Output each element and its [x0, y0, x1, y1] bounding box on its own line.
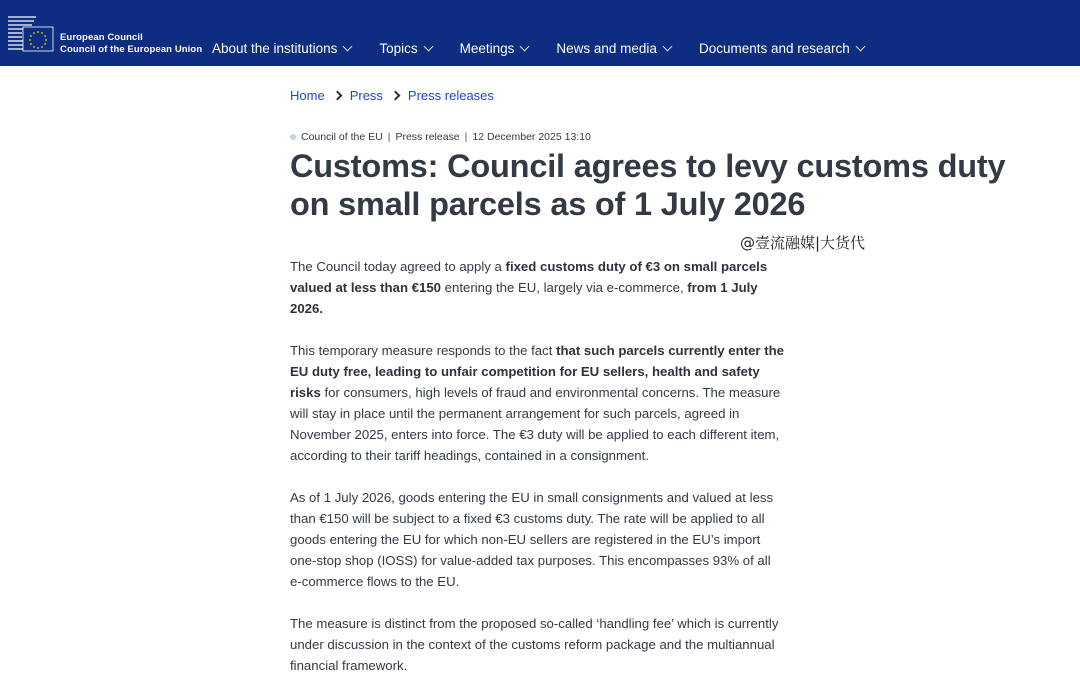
paragraph-3: As of 1 July 2026, goods entering the EU in small consignments and valued at less than €150 will be subject to a fixed €3 customs duty. The rate will be applied to all goods entering the EU for which non-EU sellers are registered in the EU’s import one-stop shop (IOSS) for value-added tax purposes. This encompasses 93% of all e-commerce flows to the EU. [290, 490, 774, 589]
council-dot-icon [290, 134, 296, 140]
breadcrumb [290, 88, 494, 103]
chevron-down-icon [663, 42, 673, 52]
eu-council-logo[interactable] [6, 14, 56, 54]
nav-meetings[interactable] [460, 41, 529, 56]
nav-documents-and-research[interactable] [699, 41, 864, 56]
text: This temporary measure responds to the fact [290, 343, 557, 358]
chevron-down-icon [423, 42, 433, 52]
nav-label: Documents and research [698, 41, 850, 56]
org-line-2: Council of the European Union [60, 44, 203, 55]
organisation-name[interactable] [60, 32, 202, 56]
text: The Council today agreed to apply a [290, 259, 506, 274]
paragraph-1 [290, 256, 784, 319]
chevron-right-icon [332, 91, 342, 101]
bold-text: fixed customs duty of €3 on small parcels valued at less than €150 [290, 259, 768, 295]
watermark: @壹流融媒|大货代 [740, 234, 866, 252]
meta-source: Council of the EU [301, 131, 383, 143]
chevron-down-icon [343, 42, 353, 52]
nav-label: About the institutions [212, 41, 338, 56]
nav-topics[interactable] [379, 41, 431, 56]
meta-separator: | [387, 131, 391, 143]
text: entering the EU, largely via e-commerce, [441, 280, 688, 295]
paragraph-4: The measure is distinct from the proposed so-called ‘handling fee’ which is currently under discussion in the context of the customs reform package and the multiannual financial framework. [290, 616, 779, 673]
page-title: Customs: Council agrees to levy customs duty on small parcels as of 1 July 2026 [290, 148, 1006, 222]
paragraph-2 [290, 340, 784, 466]
bold-text: that such parcels currently enter the EU duty free, leading to unfair competition for EU sellers, health and safety risks [290, 343, 785, 400]
breadcrumb-press-releases[interactable]: Press releases [407, 88, 494, 103]
meta-separator: | [464, 131, 468, 143]
meta-type: Press release [395, 131, 460, 143]
main-nav [212, 41, 892, 56]
meta-date: 12 December 2025 13:10 [472, 131, 591, 143]
nav-label: Topics [379, 41, 418, 56]
chevron-down-icon [855, 42, 865, 52]
breadcrumb-press[interactable]: Press [349, 88, 383, 103]
chevron-right-icon [390, 91, 400, 101]
article-meta [290, 131, 591, 143]
breadcrumb-home[interactable]: Home [290, 88, 325, 103]
bold-text: from 1 July 2026. [290, 280, 758, 316]
chevron-down-icon [520, 42, 530, 52]
article-body [290, 256, 784, 697]
org-line-1: European Council [60, 32, 143, 43]
text: for consumers, high levels of fraud and environmental concerns. The measure will stay in place until the permanent arrangement for such parcels, agreed in November 2025, enters into force. The €3 duty will be applied to each different item, according to their tariff headings, contained in a consignment. [290, 385, 781, 463]
nav-label: News and media [556, 41, 657, 56]
nav-news-and-media[interactable] [556, 41, 671, 56]
nav-label: Meetings [459, 41, 515, 56]
top-navigation-bar [0, 0, 1080, 66]
nav-about-the-institutions[interactable] [212, 41, 351, 56]
